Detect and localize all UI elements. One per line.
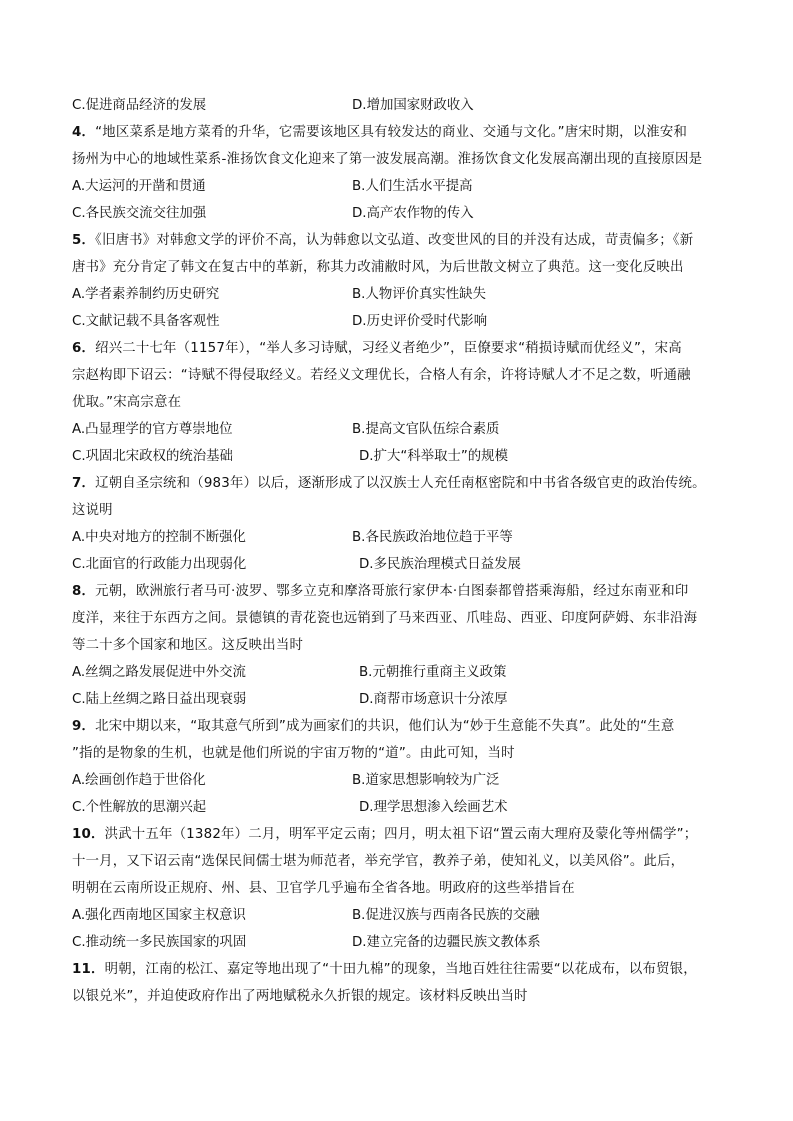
q9-number: 9． xyxy=(72,719,96,734)
q10-options-row-1 xyxy=(72,902,724,929)
q10-stem-line-2: 十一月，又下诏云南“选保民间儒士堪为师范者，举充学官，教养子弟，使知礼义，以美风俗”。此后， xyxy=(72,854,685,869)
q10-option-d: D.建立完备的边疆民族文教体系 xyxy=(352,935,541,950)
q5-option-a: A.学者素养制约历史研究 xyxy=(72,287,220,302)
q5-option-c: C.文献记载不具备客观性 xyxy=(72,314,220,329)
q9-options-row-2 xyxy=(72,794,724,821)
q6-number: 6． xyxy=(72,341,96,356)
q6-option-b: B.提高文官队伍综合素质 xyxy=(352,422,500,437)
q6-options-row-1 xyxy=(72,416,724,443)
q4-option-a: A.大运河的开凿和贯通 xyxy=(72,179,206,194)
q7-options-row-2 xyxy=(72,551,724,578)
q10-stem-line-3: 明朝在云南所设正规府、州、县、卫官学几乎遍布全省各地。明政府的这些举措旨在 xyxy=(72,881,575,896)
q3-option-d: D.增加国家财政收入 xyxy=(352,98,474,113)
q7-option-b: B.各民族政治地位趋于平等 xyxy=(352,530,513,545)
q3-options-row xyxy=(72,92,724,119)
q8-option-b: B.元朝推行重商主义政策 xyxy=(359,665,507,680)
q10-options-row-2 xyxy=(72,929,724,956)
q9-option-a: A.绘画创作趋于世俗化 xyxy=(72,773,206,788)
q7-option-c: C.北面官的行政能力出现弱化 xyxy=(72,557,247,572)
q6-options-row-2 xyxy=(72,443,724,470)
q11-number: 11． xyxy=(72,962,105,977)
q6-option-a: A.凸显理学的官方尊崇地位 xyxy=(72,422,233,437)
q10-number: 10． xyxy=(72,827,105,842)
q11-stem-line-1: 11．明朝，江南的松江、嘉定等地出现了“十田九棉”的现象，当地百姓往往需要“以花成布，以布贸银， xyxy=(72,962,697,977)
q9-option-c: C.个性解放的思潮兴起 xyxy=(72,800,207,815)
exam-page xyxy=(72,92,724,1010)
q7-stem-line-1: 7．辽朝自圣宗统和（983年）以后，逐渐形成了以汉族士人充任南枢密院和中书省各级官吏的政治传统。 xyxy=(72,476,706,491)
q10-stem-line-1: 10．洪武十五年（1382年）二月，明军平定云南；四月，明太祖下诏“置云南大理府及蒙化等州儒学”； xyxy=(72,827,698,842)
q4-stem-line-1: 4．“地区菜系是地方菜肴的升华，它需要该地区具有较发达的商业、交通与文化。”唐宋时期，以淮安和 xyxy=(72,125,688,140)
q8-option-a: A.丝绸之路发展促进中外交流 xyxy=(72,665,246,680)
q4-stem-line-2: 扬州为中心的地域性菜系-淮扬饮食文化迎来了第一波发展高潮。淮扬饮食文化发展高潮出现的直接原因是 xyxy=(72,152,703,167)
q6-stem-line-1: 6．绍兴二十七年（1157年），“举人多习诗赋，习经义者绝少”，臣僚要求“稍损诗赋而优经义”，宋高 xyxy=(72,341,682,356)
q9-option-d: D.理学思想渗入绘画艺术 xyxy=(359,800,508,815)
q9-option-b: B.道家思想影响较为广泛 xyxy=(352,773,500,788)
q11-stem-line-2: 以银兑米”，并迫使政府作出了两地赋税永久折银的规定。该材料反映出当时 xyxy=(72,989,528,1004)
q5-number: 5． xyxy=(72,233,96,248)
q7-option-d: D.多民族治理模式日益发展 xyxy=(359,557,521,572)
q5-options-row-1 xyxy=(72,281,724,308)
q6-option-d: D.扩大“科举取士”的规模 xyxy=(359,449,508,464)
q6-stem-line-3: 优取。”宋高宗意在 xyxy=(72,395,182,410)
q7-stem-line-2: 这说明 xyxy=(72,503,113,518)
q10-option-c: C.推动统一多民族国家的巩固 xyxy=(72,935,247,950)
q8-option-d: D.商帮市场意识十分浓厚 xyxy=(359,692,508,707)
q8-number: 8． xyxy=(72,584,96,599)
q5-options-row-2 xyxy=(72,308,724,335)
q4-option-b: B.人们生活水平提高 xyxy=(352,179,473,194)
q4-options-row-2 xyxy=(72,200,724,227)
q3-option-c: C.促进商品经济的发展 xyxy=(72,98,207,113)
q5-option-d: D.历史评价受时代影响 xyxy=(352,314,488,329)
q9-options-row-1 xyxy=(72,767,724,794)
q5-stem-line-2: 唐书》充分肯定了韩文在复古中的革新，称其力改浦敝时风，为后世散文树立了典范。这一变化反映出 xyxy=(72,260,684,275)
q9-stem-line-1: 9．北宋中期以来，“取其意气所到”成为画家们的共识，他们认为“妙于生意能不失真”。此处的“生意 xyxy=(72,719,675,734)
q4-number: 4． xyxy=(72,125,96,140)
q4-option-d: D.高产农作物的传入 xyxy=(352,206,474,221)
q7-options-row-1 xyxy=(72,524,724,551)
q4-option-c: C.各民族交流交往加强 xyxy=(72,206,207,221)
q8-option-c: C.陆上丝绸之路日益出现衰弱 xyxy=(72,692,247,707)
q8-stem-line-2: 度洋，来往于东西方之间。景德镇的青花瓷也远销到了马来西亚、爪哇岛、西亚、印度阿萨姆、东非沿海 xyxy=(72,611,698,626)
q8-options-row-2 xyxy=(72,686,724,713)
q8-options-row-1 xyxy=(72,659,724,686)
q10-option-a: A.强化西南地区国家主权意识 xyxy=(72,908,246,923)
q9-stem-line-2: ”指的是物象的生机，也就是他们所说的宇宙万物的“道”。由此可知，当时 xyxy=(72,746,515,761)
q5-option-b: B.人物评价真实性缺失 xyxy=(352,287,486,302)
q7-number: 7． xyxy=(72,476,96,491)
q8-stem-line-3: 等二十多个国家和地区。这反映出当时 xyxy=(72,638,304,653)
q4-options-row-1 xyxy=(72,173,724,200)
q8-stem-line-1: 8．元朝，欧洲旅行者马可·波罗、鄂多立克和摩洛哥旅行家伊本·白图泰都曾搭乘海船，经过东南亚和印 xyxy=(72,584,689,599)
q6-stem-line-2: 宗赵构即下诏云：“诗赋不得侵取经义。若经义文理优长，合格人有余，许将诗赋人才不足之数，听通融 xyxy=(72,368,691,383)
q5-stem-line-1: 5．《旧唐书》对韩愈文学的评价不高，认为韩愈以文弘道、改变世风的目的并没有达成，苛责偏多；《新 xyxy=(72,233,694,248)
q7-option-a: A.中央对地方的控制不断强化 xyxy=(72,530,246,545)
q10-option-b: B.促进汉族与西南各民族的交融 xyxy=(352,908,540,923)
q6-option-c: C.巩固北宋政权的统治基础 xyxy=(72,449,233,464)
